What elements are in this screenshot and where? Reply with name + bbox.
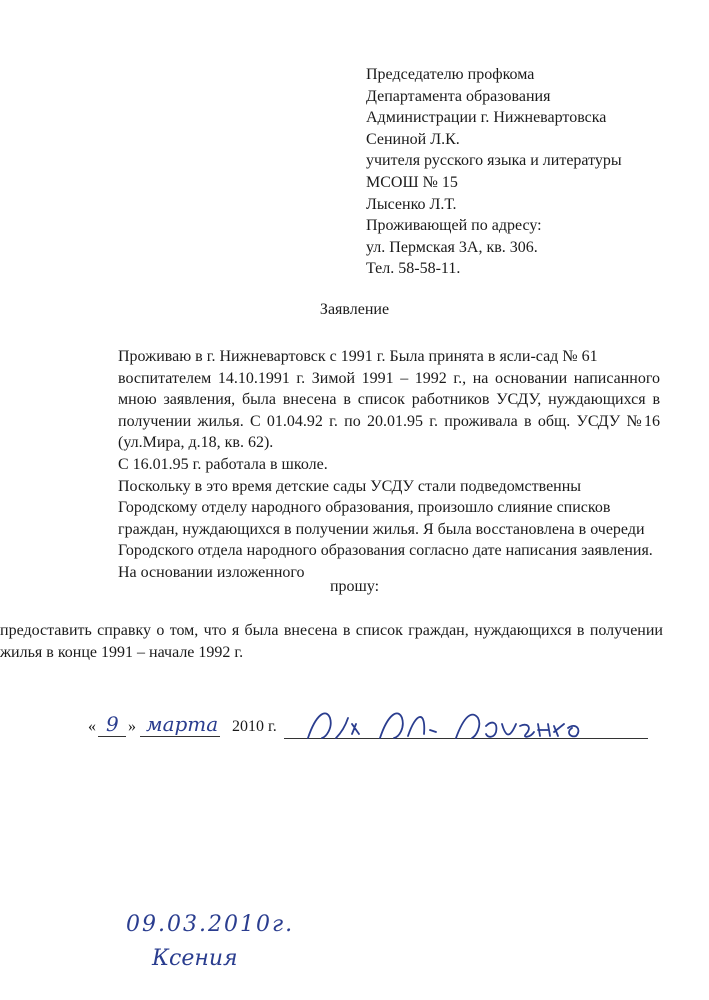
month-underline bbox=[140, 736, 220, 737]
handwritten-month: марта bbox=[146, 712, 219, 736]
addressee-line: Тел. 58-58-11. bbox=[366, 260, 461, 278]
paragraph-1-first-line: Проживаю в г. Нижневартовск с 1991 г. Была принята в ясли-сад № 61 bbox=[118, 348, 598, 365]
request-heading: прошу: bbox=[329, 578, 380, 595]
handwritten-note-date: 09.03.2010г. bbox=[126, 912, 295, 937]
addressee-line: Лысенко Л.Т. bbox=[366, 195, 457, 213]
handwritten-signature bbox=[296, 704, 596, 746]
request-text-content: предоставить справку о том, что я была внесена в список граждан, нуждающихся в получении жилья в конце 1991 – начале 1992 г. bbox=[0, 622, 663, 661]
paragraph-1-rest: воспитателем 14.10.1991 г. Зимой 1991 – 1992 г., на основании написанного мною заявления, была внесена в список работников УСДУ, нуждающихся в получении жилья. С 01.04.92 г. по 20.01.95 г. проживала в общ. УСДУ №16 (ул.Мира, д.18, кв. 62). bbox=[118, 369, 660, 452]
request-text bbox=[0, 620, 663, 663]
handwritten-note-name: Ксения bbox=[152, 946, 238, 971]
addressee-line: Администрации г. Нижневартовска bbox=[366, 109, 607, 127]
addressee-line: МСОШ № 15 bbox=[366, 173, 458, 191]
addressee-line: ул. Пермская 3А, кв. 306. bbox=[366, 238, 538, 256]
close-quote: » bbox=[128, 718, 136, 735]
addressee-line: учителя русского языка и литературы bbox=[366, 152, 622, 170]
addressee-block bbox=[366, 64, 686, 280]
document-title: Заявление bbox=[319, 301, 390, 318]
open-quote: « bbox=[88, 718, 96, 735]
handwritten-day: 9 bbox=[106, 712, 119, 736]
paragraph-3-rest: Городскому отделу народного образования, произошло слияние списков граждан, нуждающихся в получении жилья. Я была восстановлена в очереди Городского отдела народного образования согласно дате написания заявления. На основании изложенного bbox=[118, 499, 653, 581]
addressee-line: Проживающей по адресу: bbox=[366, 217, 542, 235]
addressee-line: Департамента образования bbox=[366, 87, 551, 105]
day-underline bbox=[98, 736, 126, 737]
paragraph-2: С 16.01.95 г. работала в школе. bbox=[118, 455, 328, 473]
addressee-line: Председателю профкома bbox=[366, 66, 535, 83]
date-year: 2010 г. bbox=[232, 718, 277, 735]
body-text bbox=[118, 346, 660, 584]
addressee-line: Сениной Л.К. bbox=[366, 130, 460, 148]
paragraph-3-first-line: Поскольку в это время детские сады УСДУ стали подведомственны bbox=[118, 477, 582, 495]
